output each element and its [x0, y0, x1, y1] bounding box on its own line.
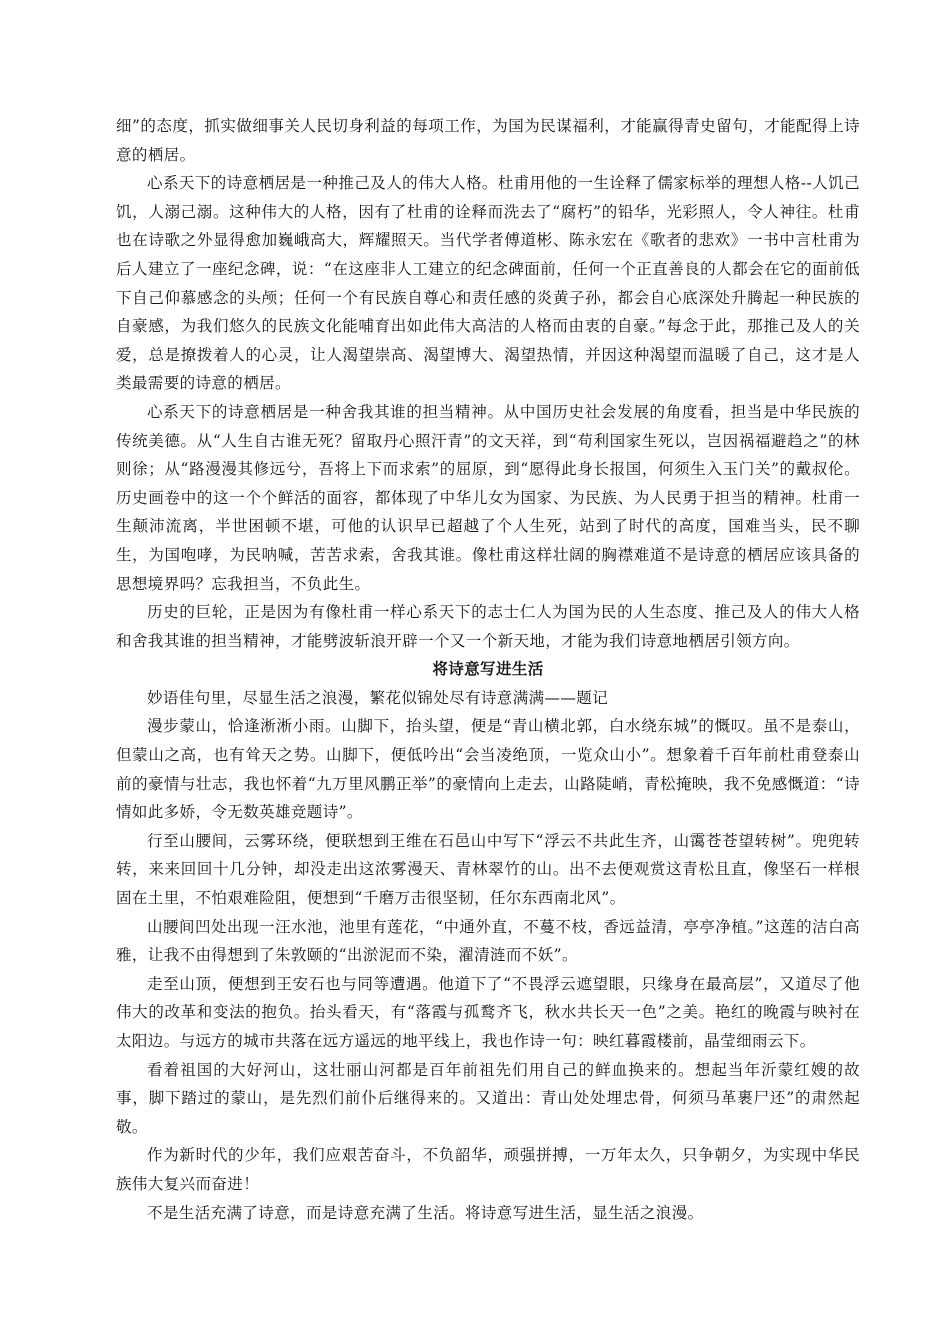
paragraph-motherland: 看着祖国的大好河山，这壮丽山河都是百年前祖先们用自己的鲜血换来的。想起当年沂蒙红嫂的故事，脚下踏过的蒙山，是先烈们前仆后继得来的。又道出：青山处处埋忠骨，何须马革裹尸还”的肃然起敬。 — [116, 1060, 860, 1136]
paragraph-summit: 走至山顶，便想到王安石也与同等遭遇。他道下了“不畏浮云遮望眼，只缘身在最高层”，又道尽了他伟大的改革和变法的抱负。抬头看天，有“落霞与孤鹜齐飞，秋水共长天一色”之美。艳红的晚霞与映衬在太阳边。与远方的城市共落在远方遥远的地平线上，我也作诗一句：映红暮霞楼前，晶莹细雨云下。 — [116, 974, 860, 1050]
paragraph-conclusion: 历史的巨轮，正是因为有像杜甫一样心系天下的志士仁人为国为民的人生态度、推己及人的伟大人格和舍我其谁的担当精神，才能劈波斩浪开辟一个又一个新天地，才能为我们诗意地栖居引领方向。 — [116, 603, 860, 650]
document-body — [116, 112, 860, 1227]
paragraph-new-era-youth: 作为新时代的少年，我们应艰苦奋斗，不负韶华，顽强拼搏，一万年太久，只争朝夕，为实现中华民族伟大复兴而奋进！ — [116, 1146, 860, 1193]
paragraph-continuation: 细”的态度，抓实做细事关人民切身利益的每项工作，为国为民谋福利，才能赢得青史留句，才能配得上诗意的栖居。 — [116, 117, 860, 164]
paragraph-mountain-waist: 行至山腰间，云雾环绕，便联想到王维在石邑山中写下“浮云不共此生齐，山霭苍苍望转树”。兜兜转转，来来回回十几分钟，却没走出这浓雾漫天、青林翠竹的山。出不去便观赏这青松且直，像坚石一样根固在土里，不怕艰难险阻，便想到“千磨万击很坚韧，任尔东西南北风”。 — [116, 831, 860, 908]
paragraph-mountain-foot: 漫步蒙山，恰逢淅淅小雨。山脚下，抬头望，便是“青山横北郭，白水绕东城”的慨叹。虽不是泰山，但蒙山之高，也有耸天之势。山脚下，便低吟出“会当凌绝顶，一览众山小”。想象着千百年前杜甫登泰山前的豪情与壮志，我也怀着“九万里风鹏正举”的豪情向上走去，山路陡峭，青松掩映，我不免感慨道：“诗情如此多娇，令无数英雄竞题诗”。 — [116, 717, 860, 822]
paragraph-final: 不是生活充满了诗意，而是诗意充满了生活。将诗意写进生活，显生活之浪漫。 — [147, 1203, 704, 1222]
essay-title: 将诗意写进生活 — [432, 660, 544, 679]
paragraph-responsibility-spirit: 心系天下的诗意栖居是一种舍我其谁的担当精神。从中国历史社会发展的角度看，担当是中华民族的传统美德。从“人生自古谁无死？留取丹心照汗青”的文天祥，到“苟利国家生死以，岂因祸福避趋之”的林则徐；从“路漫漫其修远兮，吾将上下而求索”的屈原，到“愿得此身长报国，何须生入玉门关”的戴叔伦。历史画卷中的这一个个鲜活的面容，都体现了中华儿女为国家、为民族、为人民勇于担当的精神。杜甫一生颠沛流离，半世困顿不堪，可他的认识早已超越了个人生死，站到了时代的高度，国难当头，民不聊生，为国咆哮，为民呐喊，苦苦求索，舍我其谁。像杜甫这样壮阔的胸襟难道不是诗意的栖居应该具备的思想境界吗？忘我担当，不负此生。 — [116, 402, 860, 593]
paragraph-lotus-pond: 山腰间凹处出现一汪水池，池里有莲花，“中通外直，不蔓不枝，香远益清，亭亭净植。”这莲的洁白高雅，让我不由得想到了朱敦颐的“出淤泥而不染，濯清涟而不妖”。 — [116, 917, 860, 965]
paragraph-great-personality: 心系天下的诗意栖居是一种推己及人的伟大人格。杜甫用他的一生诠释了儒家标举的理想人格--人饥己饥，人溺己溺。这种伟大的人格，因有了杜甫的诠释而洗去了“腐朽”的铅华，光彩照人，令人神往。杜甫也在诗歌之外显得愈加巍峨高大，辉耀照天。当代学者傅道彬、陈永宏在《歌者的悲欢》一书中言杜甫为后人建立了一座纪念碑，说：“在这座非人工建立的纪念碑面前，任何一个正直善良的人都会在它的面前低下自己仰慕感念的头颅；任何一个有民族自尊心和责任感的炎黄子孙，都会自心底深处升腾起一种民族的自豪感，为我们悠久的民族文化能哺育出如此伟大高洁的人格而由衷的自豪。”每念于此，那推己及人的关爱，总是撩拨着人的心灵，让人渴望崇高、渴望博大、渴望热情，并因这种渴望而温暖了自己，这才是人类最需要的诗意的栖居。 — [116, 174, 860, 393]
paragraph-epigraph: 妙语佳句里，尽显生活之浪漫，繁花似锦处尽有诗意满满——题记 — [147, 688, 609, 707]
